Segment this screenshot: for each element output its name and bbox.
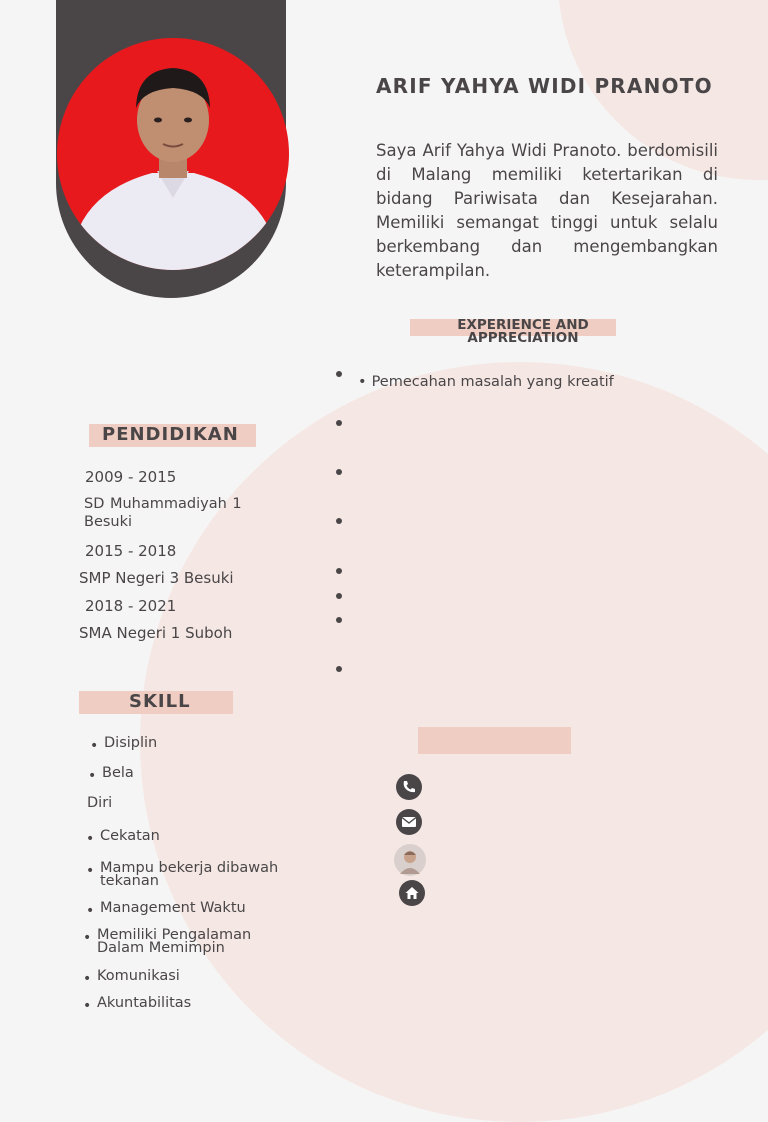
- skill-item: • Disiplin: [104, 737, 157, 750]
- skill-item: • Akuntabilitas: [97, 997, 191, 1010]
- experience-item: • Pemecahan masalah yang kreatif: [358, 374, 614, 390]
- phone-icon: [396, 774, 422, 800]
- experience-bullet: [336, 593, 342, 599]
- skill-item: • Mampu bekerja dibawah tekanan: [100, 862, 325, 888]
- profile-photo: [57, 38, 289, 270]
- skill-item: • Cekatan: [100, 830, 160, 843]
- profile-name: ARIF YAHYA WIDI PRANOTO: [376, 74, 713, 98]
- skill-item: • Memiliki Pengalaman Dalam Memimpin: [97, 929, 297, 955]
- education-years: 2009 - 2015: [85, 468, 177, 486]
- experience-bullet: [336, 420, 342, 426]
- education-years: 2018 - 2021: [85, 597, 177, 615]
- education-years: 2015 - 2018: [85, 542, 177, 560]
- experience-bullet: [336, 568, 342, 574]
- skill-item: • Komunikasi: [97, 970, 180, 983]
- experience-bullet: [336, 518, 342, 524]
- experience-title: EXPERIENCE AND APPRECIATION: [457, 317, 589, 346]
- skill-item: Diri: [87, 795, 113, 811]
- experience-bullet: [336, 666, 342, 672]
- experience-bullet: [336, 617, 342, 623]
- experience-bullet: [336, 371, 342, 377]
- education-title: PENDIDIKAN: [102, 424, 239, 445]
- experience-bullet: [336, 469, 342, 475]
- education-school: SD Muhammadiyah 1 Besuki: [84, 496, 242, 530]
- avatar-icon: [394, 844, 426, 876]
- education-school: SMA Negeri 1 Suboh: [79, 624, 233, 642]
- profile-about: Saya Arif Yahya Widi Pranoto. berdomisili di Malang memiliki ketertarikan di bidang Pariwisata dan Kesejarahan. Memiliki semangat tinggi untuk selalu berkembang dan mengembangkan keterampilan.: [376, 141, 718, 280]
- skill-title: SKILL: [129, 691, 191, 712]
- home-icon: [399, 880, 425, 906]
- mail-icon: [396, 809, 422, 835]
- contact-title-highlight: [418, 727, 571, 754]
- skill-item: • Bela: [102, 767, 134, 780]
- education-school: SMP Negeri 3 Besuki: [79, 569, 234, 587]
- skill-item: • Management Waktu: [100, 902, 246, 915]
